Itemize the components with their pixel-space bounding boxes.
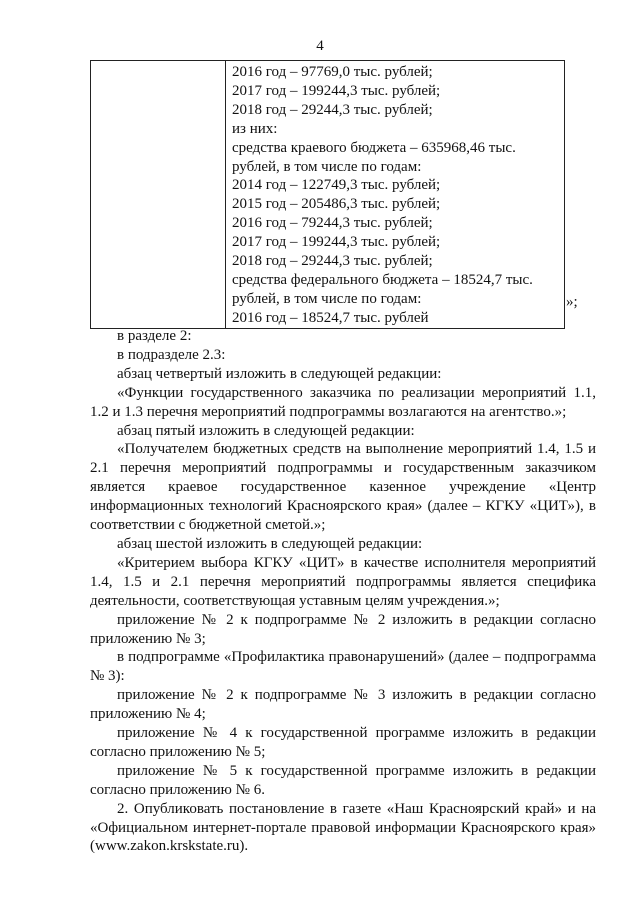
- finance-line: 2017 год – 199244,3 тыс. рублей;: [232, 82, 441, 99]
- paragraph: приложение № 2 к подпрограмме № 2 изложить в редакции согласно приложению № 3;: [90, 611, 596, 647]
- finance-line: средства краевого бюджета – 635968,46 тыс.: [232, 139, 516, 156]
- paragraph: абзац шестой изложить в следующей редакции:: [117, 535, 423, 552]
- table-value-cell: [226, 61, 565, 329]
- finance-line: средства федерального бюджета – 18524,7 тыс.: [232, 271, 533, 288]
- finance-line: 2016 год – 97769,0 тыс. рублей;: [232, 64, 433, 80]
- finance-line: 2015 год – 205486,3 тыс. рублей;: [232, 196, 441, 213]
- finance-line: из них:: [232, 120, 278, 137]
- finance-line: 2018 год – 29244,3 тыс. рублей;: [232, 101, 433, 118]
- paragraph: «Получателем бюджетных средств на выполнение мероприятий 1.4, 1.5 и 2.1 перечня мероприятий подпрограммы и государственным заказчиком является краевое государственное казенное учреждение «Центр информационных технологий Красноярского края» (далее – КГКУ «ЦИТ»), в соответствии с бюджетной сметой.»;: [90, 441, 596, 534]
- paragraph: в подразделе 2.3:: [117, 346, 226, 363]
- paragraph: 2. Опубликовать постановление в газете «Наш Красноярский край» и на «Официальном интернет-портале правовой информации Красноярского края» (www.zakon.krskstate.ru).: [90, 800, 596, 855]
- finance-line: 2017 год – 199244,3 тыс. рублей;: [232, 234, 441, 251]
- page-number: 4: [316, 38, 324, 54]
- finance-line: 2018 год – 29244,3 тыс. рублей;: [232, 253, 433, 270]
- finance-line: 2014 год – 122749,3 тыс. рублей;: [232, 177, 441, 194]
- paragraph: приложение № 4 к государственной программе изложить в редакции согласно приложению № 5;: [90, 725, 596, 760]
- paragraph: «Функции государственного заказчика по реализации мероприятий 1.1, 1.2 и 1.3 перечня мероприятий подпрограммы возлагаются на агентство.»;: [90, 384, 596, 420]
- finance-line: 2016 год – 79244,3 тыс. рублей;: [232, 215, 433, 232]
- table-label-cell: [91, 61, 226, 329]
- paragraph: в разделе 2:: [117, 328, 192, 344]
- paragraph: в подпрограмме «Профилактика правонарушений» (далее – подпрограмма № 3):: [90, 649, 596, 685]
- closing-quote: »;: [566, 294, 578, 310]
- paragraph: абзац пятый изложить в следующей редакции:: [117, 422, 415, 439]
- finance-line: рублей, в том числе по годам:: [232, 158, 422, 175]
- paragraph: «Критерием выбора КГКУ «ЦИТ» в качестве исполнителя мероприятий 1.4, 1.5 и 2.1 перечня мероприятий подпрограммы является специфика деятельности, соответствующая уставным целям учреждения.»;: [90, 554, 596, 609]
- finance-line: 2016 год – 18524,7 тыс. рублей: [232, 309, 429, 326]
- finance-table: [90, 60, 565, 329]
- paragraph: приложение № 5 к государственной программе изложить в редакции согласно приложению № 6.: [90, 762, 596, 798]
- finance-line: рублей, в том числе по годам:: [232, 290, 422, 307]
- body-text: [90, 327, 596, 856]
- paragraph: приложение № 2 к подпрограмме № 3 изложить в редакции согласно приложению № 4;: [90, 687, 596, 723]
- paragraph: абзац четвертый изложить в следующей редакции:: [117, 365, 442, 382]
